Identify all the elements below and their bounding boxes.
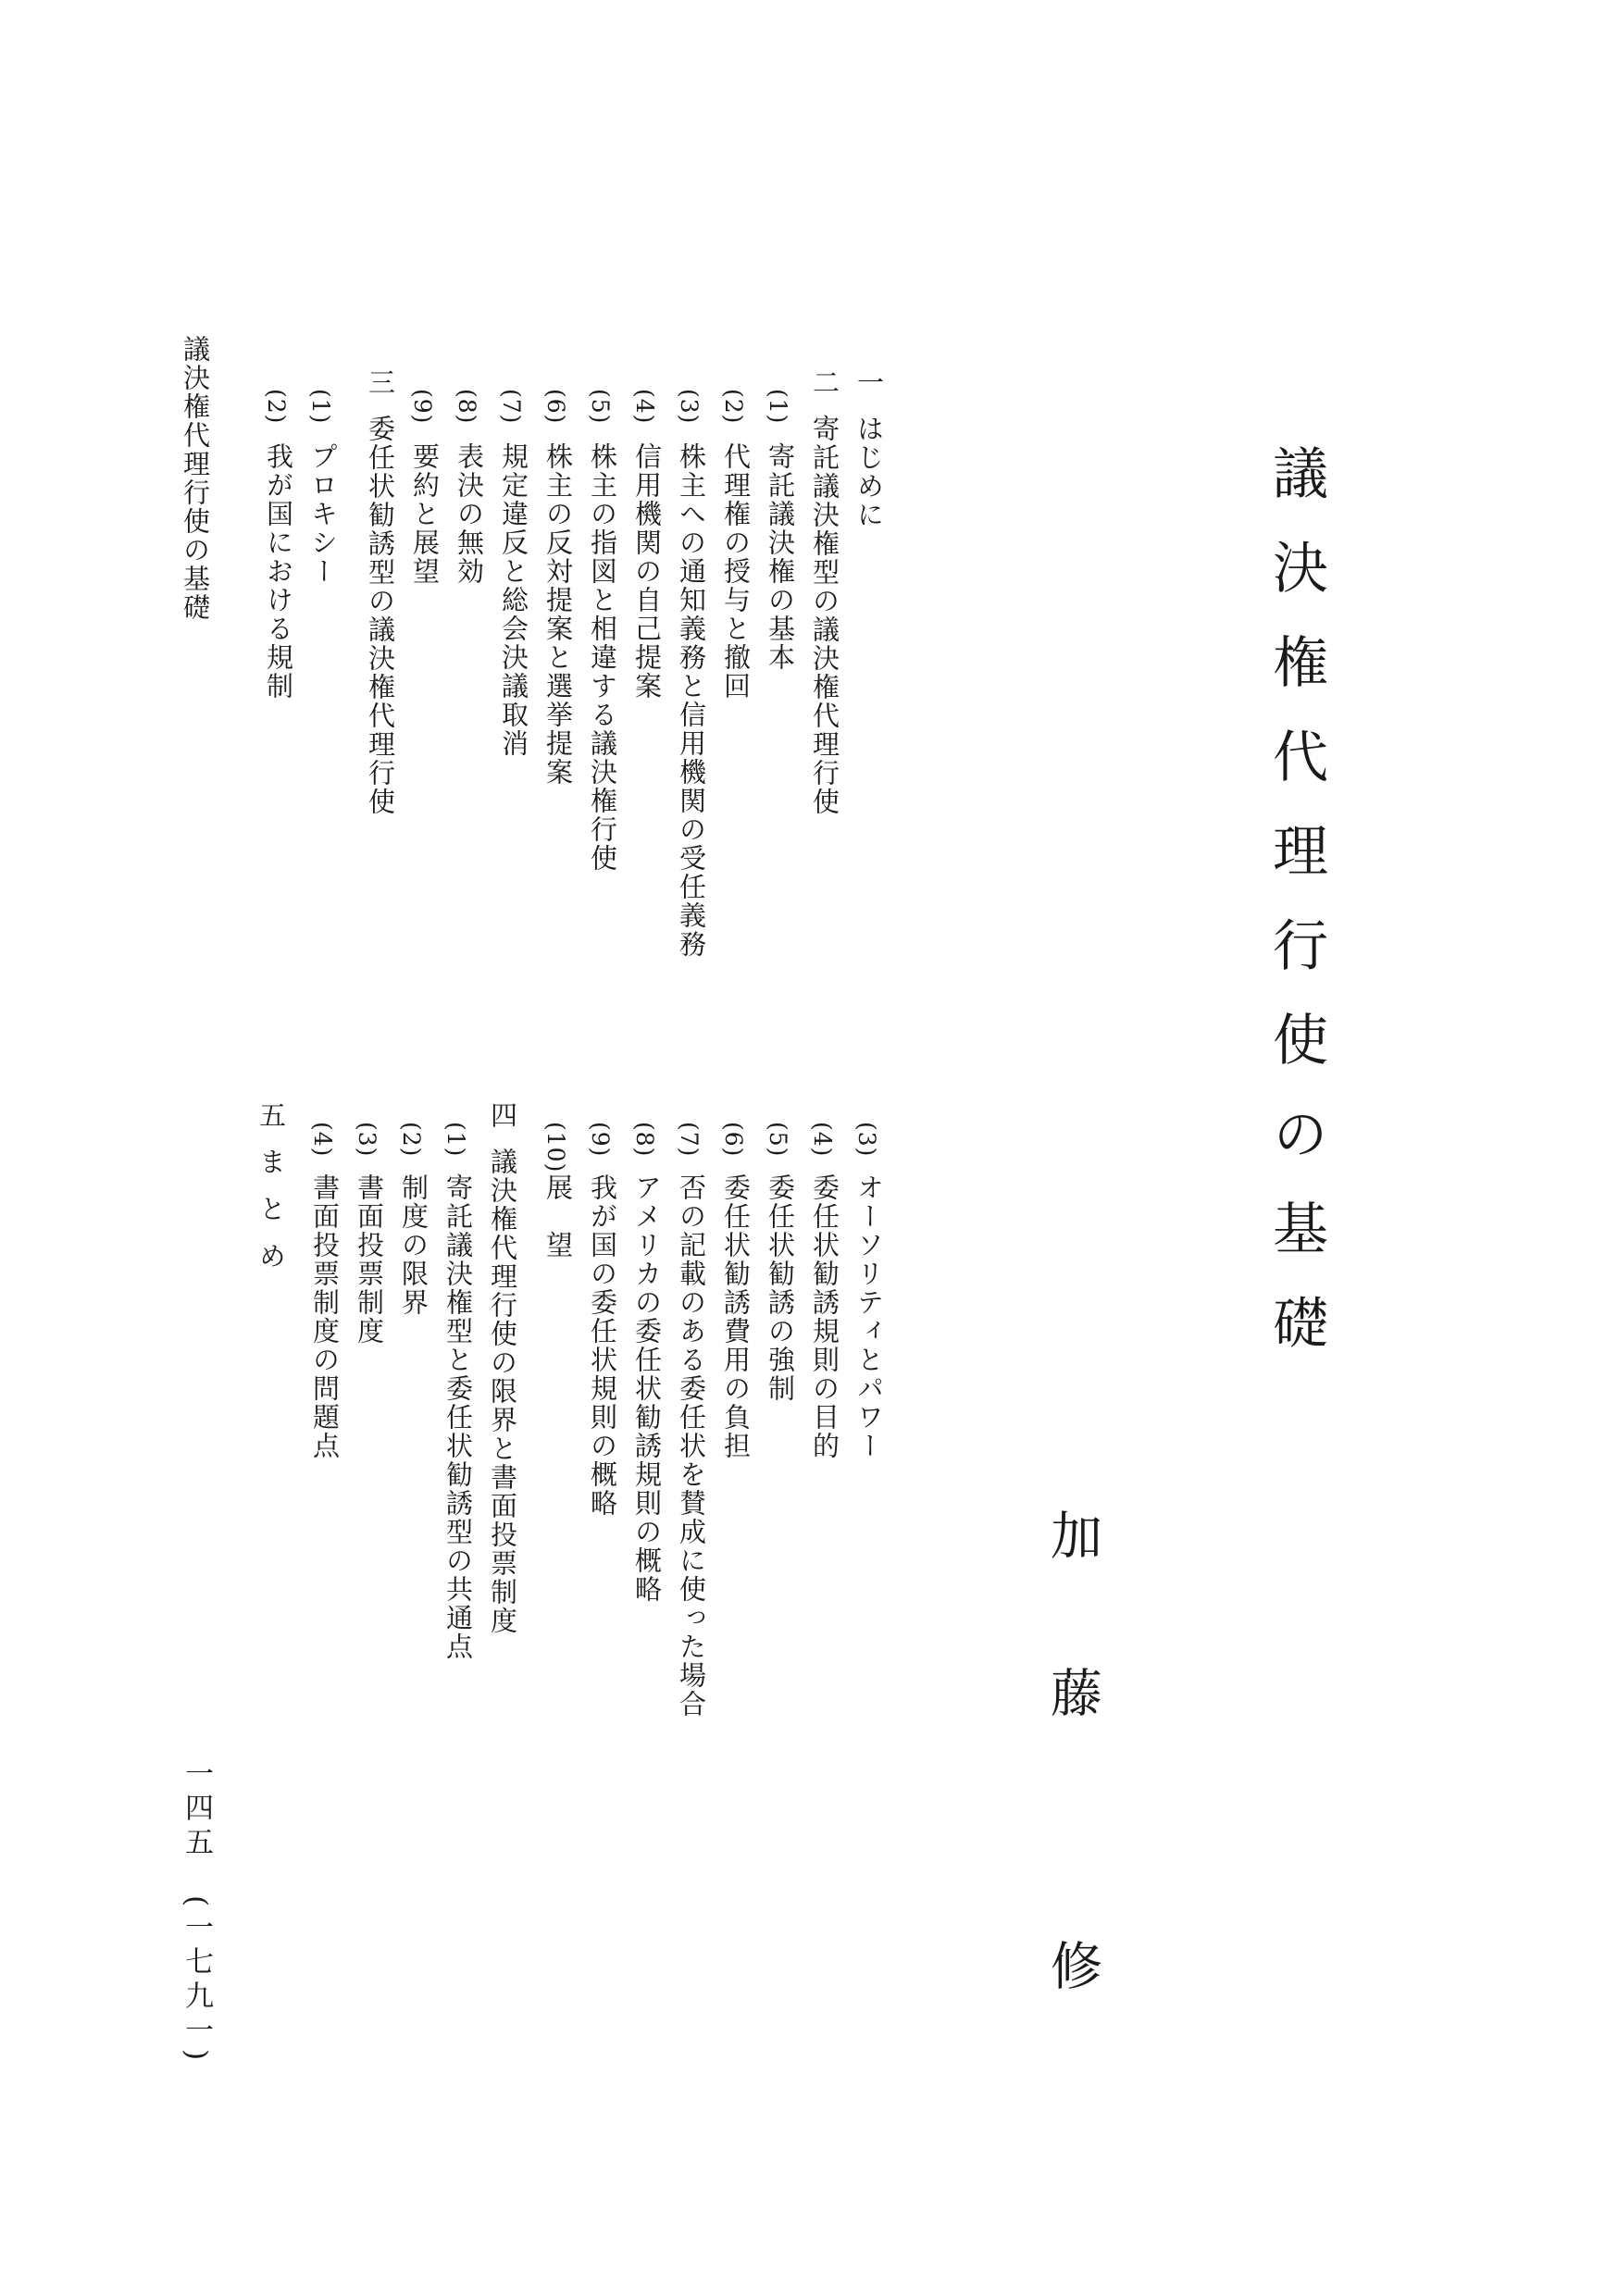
- toc-number: (8): [631, 1122, 658, 1158]
- toc-entry: 否の記載のある委任状を賛成に使った場合: [676, 1173, 707, 1719]
- toc-entry: 展 望: [542, 1173, 574, 1260]
- toc-number: 四: [487, 1101, 518, 1129]
- toc-entry: 株主への通知義務と信用機関の受任義務: [676, 442, 707, 959]
- toc-number: (2): [263, 389, 290, 425]
- toc-number: (2): [398, 1122, 425, 1158]
- author-surname-2: 藤: [1042, 1666, 1102, 1718]
- toc-number: (1): [765, 389, 791, 425]
- toc-entry: まとめ: [255, 1148, 287, 1289]
- toc-entry: 委任状勧誘の強制: [765, 1173, 796, 1403]
- toc-number: (1): [442, 1122, 469, 1158]
- toc-entry: 我が国の委任状規則の概略: [587, 1173, 618, 1518]
- running-head: 議決権代理行使の基礎: [180, 335, 211, 622]
- toc-number: (4): [809, 1122, 836, 1158]
- toc-entry: 寄託議決権の基本: [765, 442, 796, 672]
- toc-entry: アメリカの委任状勧誘規則の概略: [631, 1173, 663, 1604]
- toc-entry: プロキシー: [307, 442, 339, 586]
- toc-entry: オーソリティとパワー: [853, 1173, 885, 1460]
- toc-number: 五: [255, 1101, 287, 1129]
- toc-entry: 書面投票制度の問題点: [309, 1173, 341, 1460]
- toc-number: (3): [354, 1122, 380, 1158]
- toc-number: (3): [676, 389, 703, 425]
- toc-number: 三: [365, 368, 396, 396]
- toc-number: (6): [542, 389, 569, 425]
- toc-number: (4): [309, 1122, 336, 1158]
- toc-number: (1): [307, 389, 334, 425]
- toc-number: (5): [765, 1122, 791, 1158]
- toc-number: (5): [587, 389, 614, 425]
- toc-entry: 寄託議決権型の議決権代理行使: [809, 415, 840, 816]
- toc-entry: 株主の反対提案と選挙提案: [542, 442, 574, 787]
- toc-entry: 表決の無効: [454, 442, 485, 586]
- toc-number: (4): [631, 389, 658, 425]
- toc-number: (9): [409, 389, 436, 425]
- toc-entry: 寄託議決権型と委任状勧誘型の共通点: [442, 1173, 474, 1661]
- author-surname-1: 加: [1042, 1508, 1102, 1560]
- toc-number: (9): [587, 1122, 614, 1158]
- toc-entry: 書面投票制度: [354, 1173, 385, 1346]
- article-title: 議決権代理行使の基礎: [1263, 444, 1328, 1388]
- toc-entry: 議決権代理行使の限界と書面投票制度: [487, 1148, 518, 1635]
- toc-entry: 委任状勧誘規則の目的: [809, 1173, 840, 1460]
- toc-entry: 信用機関の自己提案: [631, 442, 663, 701]
- toc-number: 二: [809, 368, 840, 396]
- toc-entry: 株主の指図と相違する議決権行使: [587, 442, 618, 873]
- toc-number: (6): [720, 1122, 747, 1158]
- toc-number: (3): [853, 1122, 880, 1158]
- toc-entry: はじめに: [853, 415, 885, 529]
- toc-entry: 要約と展望: [409, 442, 441, 586]
- toc-number: (10): [542, 1122, 569, 1173]
- toc-entry: 我が国における規制: [263, 442, 294, 701]
- toc-number: (2): [720, 389, 747, 425]
- toc-entry: 制度の限界: [398, 1173, 429, 1317]
- author-given-name: 修: [1042, 1939, 1102, 1991]
- toc-entry: 代理権の授与と撤回: [720, 442, 752, 701]
- toc-number: 一: [853, 368, 885, 396]
- toc-number: (7): [676, 1122, 703, 1158]
- toc-entry: 規定違反と総会決議取消: [498, 442, 529, 758]
- toc-number: (7): [498, 389, 525, 425]
- toc-number: (8): [454, 389, 480, 425]
- toc-entry: 委任状勧誘費用の負担: [720, 1173, 752, 1460]
- toc-entry: 委任状勧誘型の議決権代理行使: [365, 415, 396, 816]
- page-number: 一四五 (一七九一): [180, 1758, 213, 2066]
